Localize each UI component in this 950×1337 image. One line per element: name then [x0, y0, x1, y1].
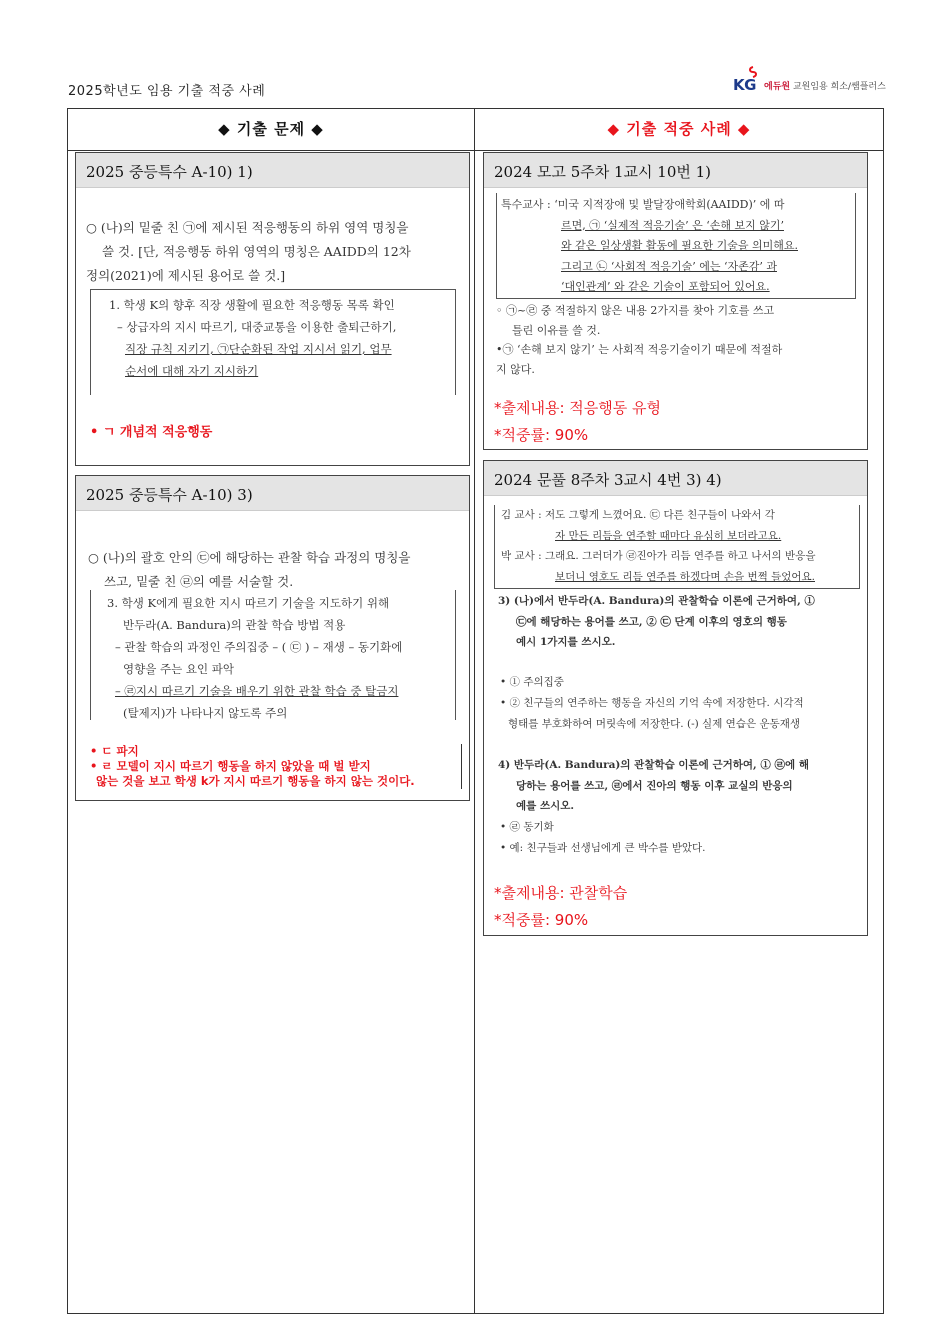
hit-rate-label: *적중률: 90%: [494, 426, 589, 444]
prompt-line: •㉠ ‘손해 보지 않기’ 는 사회적 적응기술이기 때문에 적절하: [496, 343, 783, 356]
logo-subtext: 교원임용 희소/쌤플러스: [792, 82, 886, 92]
hit-rate-label: *적중률: 90%: [494, 911, 589, 929]
excerpt-line: 자 만든 리듬을 연주할 때마다 유심히 보더라고요.: [555, 529, 782, 542]
exam-question-card-2: [75, 475, 470, 801]
answer-line: • ② 친구들의 연주하는 행동을 자신의 기억 속에 저장한다. 시각적: [500, 697, 804, 709]
logo-kg: KG: [733, 76, 756, 94]
question-excerpt-box: [90, 590, 456, 720]
prompt-line: 쓰고, 밑줄 친 ㉣의 예를 서술할 것.: [104, 574, 294, 589]
excerpt-line: – 상급자의 지시 따르기, 대중교통을 이용한 출퇴근하기,: [117, 320, 397, 334]
excerpt-line: 르면, ㉠ ‘실제적 적응기술’ 은 ‘손해 보지 않기’: [561, 218, 784, 232]
exam-content-label: *출제내용: 적응행동 유형: [494, 399, 661, 417]
excerpt-line: 반두라(A. Bandura)의 관찰 학습 방법 적용: [123, 618, 346, 632]
excerpt-line: ‘대인관계’ 와 같은 기술이 포함되어 있어요.: [561, 280, 770, 293]
question-excerpt-box: [90, 289, 456, 395]
question-title: 2025 중등특수 A-10) 1): [76, 153, 469, 188]
kg-eduone-logo: [733, 66, 886, 96]
excerpt-line: – ㉣지시 따르기 기술을 배우기 위한 관찰 학습 중 탈금지: [115, 684, 399, 698]
answer-text: • ㄱ 개념적 적응행동: [90, 425, 213, 440]
prompt-line: 쓸 것. [단, 적응행동 하위 영역의 명칭은 AAIDD의 12차: [102, 244, 411, 259]
question-title: 2025 중등특수 A-10) 3): [76, 476, 469, 511]
prompt-line: ○ (나)의 밑줄 친 ㉠에 제시된 적응행동의 하위 영역 명칭을: [86, 220, 409, 235]
question-line: 3) (나)에서 반두라(A. Bandura)의 관찰학습 이론에 근거하여, ①: [498, 595, 815, 607]
excerpt-line: 직장 규칙 지키기, ㉠단순화된 작업 지시서 읽기, 업무: [125, 342, 392, 356]
excerpt-line: 특수교사 : ‘미국 지적장애 및 발달장애학회(AAIDD)’ 에 따: [501, 198, 785, 211]
logo-brand: 에듀원: [764, 82, 791, 92]
answer-3: [500, 672, 864, 735]
case-excerpt-box: [494, 505, 860, 589]
excerpt-line: 3. 학생 K에게 필요한 지시 따르기 기술을 지도하기 위해: [107, 596, 390, 610]
question-4: [498, 755, 862, 817]
excerpt-line: 그리고 ㉡ ‘사회적 적응기술’ 에는 ‘자존감’ 과: [561, 259, 777, 273]
answer-block: [90, 744, 462, 789]
question-line: 당하는 용어를 쓰고, ㉣에서 진아의 행동 이후 교실의 반응의: [516, 779, 793, 792]
excerpt-line: 와 같은 일상생활 활동에 필요한 기술을 의미해요.: [561, 239, 798, 252]
answer-line: • ① 주의집중: [500, 676, 564, 688]
answer-line: 형태를 부호화하여 머릿속에 저장한다. (-) 실제 연습은 운동재생: [508, 718, 801, 730]
prompt-line: ◦ ㉠~㉣ 중 적절하지 않은 내용 2가지를 찾아 기호를 쓰고: [496, 304, 775, 317]
right-column-heading: ◆ 기출 적중 사례 ◆: [607, 120, 751, 138]
case-prompt: [496, 301, 862, 379]
answer-line: 않는 것을 보고 학생 k가 지시 따르기 행동을 하지 않는 것이다.: [96, 774, 415, 788]
answer-line: • 예: 친구들과 선생님에게 큰 박수를 받았다.: [500, 842, 706, 854]
prompt-line: 정의(2021)에 제시된 용어로 쓸 것.]: [86, 268, 286, 283]
prompt-line: ○ (나)의 괄호 안의 ㉢에 해당하는 관찰 학습 과정의 명칭을: [88, 550, 411, 565]
case-excerpt-box: [496, 193, 856, 299]
excerpt-line: (탈제지)가 나타나지 않도록 주의: [123, 706, 288, 720]
case-title: 2024 모고 5주차 1교시 10번 1): [484, 153, 867, 188]
excerpt-line: 박 교사 : 그래요. 그러더가 ㉣진아가 리듬 연주를 하고 나서의 반응을: [501, 550, 816, 562]
hit-case-card-2: [483, 460, 868, 936]
excerpt-line: 영향을 주는 요인 파악: [123, 662, 234, 676]
excerpt-line: 순서에 대해 자기 지시하기: [125, 364, 259, 378]
excerpt-line: 보더니 영호도 리듬 연주를 하겠다며 손을 번쩍 들었어요.: [555, 570, 815, 583]
page-title: 2025학년도 임용 기출 적중 사례: [68, 84, 266, 99]
answer-line: • ㉣ 동기화: [500, 821, 554, 833]
hit-case-card-1: [483, 152, 868, 450]
exam-question-card-1: [75, 152, 470, 466]
heading-divider: [67, 150, 884, 151]
answer-4: [500, 817, 864, 859]
prompt-line: 지 않다.: [496, 362, 535, 376]
question-line: 4) 반두라(A. Bandura)의 관찰학습 이론에 근거하여, ① ㉣에 해: [498, 759, 809, 771]
question-line: 예시 1가지를 쓰시오.: [516, 636, 616, 648]
excerpt-line: 김 교사 : 저도 그렇게 느꼈어요. ㉢ 다른 친구들이 나와서 각: [501, 509, 775, 521]
logo-text: [764, 79, 886, 92]
case-title: 2024 문풀 8주차 3교시 4번 3) 4): [484, 461, 867, 496]
question-line: 예를 쓰시오.: [516, 800, 575, 812]
question-3: [498, 591, 862, 653]
exam-content-label: *출제내용: 관찰학습: [494, 884, 628, 902]
left-column-heading: ◆ 기출 문제 ◆: [218, 120, 324, 138]
question-line: ㉢에 해당하는 용어를 쓰고, ② ㉢ 단계 이후의 영호의 행동: [516, 615, 787, 628]
question-prompt: [86, 216, 466, 288]
prompt-line: 틀린 이유를 쓸 것.: [512, 323, 601, 337]
column-divider: [474, 108, 475, 1314]
answer-line: • ㄹ 모델이 지시 따르기 행동을 하지 않았을 때 벌 받지: [90, 759, 371, 773]
answer-line: • ㄷ 파지: [90, 744, 139, 758]
excerpt-line: – 관찰 학습의 과정인 주의집중 – ( ㉢ ) – 재생 – 동기화에: [115, 640, 403, 654]
question-prompt: [88, 546, 468, 594]
excerpt-line: 1. 학생 K의 향후 직장 생활에 필요한 적응행동 목록 확인: [109, 298, 395, 312]
